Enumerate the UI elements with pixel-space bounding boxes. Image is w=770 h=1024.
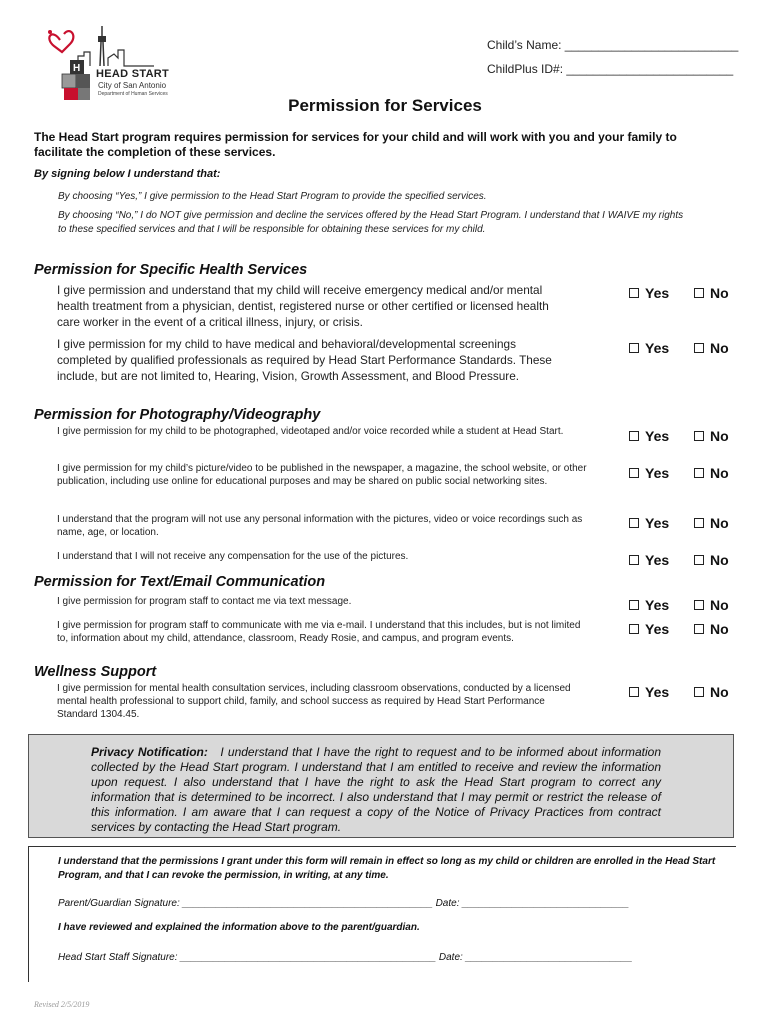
checkbox-icon (694, 555, 704, 565)
health-2-no[interactable]: No (694, 340, 729, 356)
logo-title: HEAD START (96, 68, 170, 80)
checkbox-icon (629, 518, 639, 528)
checkbox-icon (694, 600, 704, 610)
checkbox-icon (694, 468, 704, 478)
photo-item-4: I understand that I will not receive any compensation for the use of the pictures. (57, 551, 409, 562)
head-start-logo (42, 22, 182, 104)
health-1-yes[interactable]: Yes (629, 285, 669, 301)
privacy-body: I understand that I have the right to request and to be informed about information collected by the Head Start program. I understand that I am entitled to receive and review the information upon request. I also understand that I have the right to ask the Head Start program to correct any information that is determined to be incorrect. I also understand that I may permit or restrict the release of this information. I am aware that I can request a copy of the Notice of Privacy Practices from contract services by contacting the Head Start program. (91, 745, 661, 834)
checkbox-icon (629, 343, 639, 353)
text-item-2: I give permission for program staff to communicate with me via e-mail. I understand that this includes, but is not limited to, information about my child, attendance, classroom, Ready Rosie, and campus, and program events. (57, 620, 581, 644)
parent-signature-line[interactable]: Parent/Guardian Signature: _____________________________________________ Date: ______________________________ (58, 898, 630, 909)
text-2-no[interactable]: No (694, 621, 729, 637)
page-title: Permission for Services (288, 96, 482, 115)
checkbox-icon (629, 555, 639, 565)
consent-statement: I understand that the permissions I grant under this form will remain in effect so long as my child or children are enrolled in the Head Start Program, and that I can revoke the permission, in writing, at any time. (58, 856, 716, 881)
checkbox-icon (629, 687, 639, 697)
wellness-1-yes[interactable]: Yes (629, 684, 669, 700)
text-item-1: I give permission for program staff to contact me via text message. (57, 596, 352, 607)
checkbox-icon (694, 518, 704, 528)
section-title-text: Permission for Text/Email Communication (34, 574, 326, 590)
intro-text: The Head Start program requires permission for services for your child and will work with you and your family to facilitate the completion of these services. (34, 130, 677, 159)
checkbox-icon (694, 687, 704, 697)
privacy-notification-box (28, 734, 734, 838)
checkbox-icon (694, 343, 704, 353)
text-1-no[interactable]: No (694, 597, 729, 613)
childplus-id-field[interactable]: ChildPlus ID#: _________________________ (487, 62, 734, 76)
checkbox-icon (694, 288, 704, 298)
logo-city: City of San Antonio (98, 81, 167, 90)
checkbox-icon (629, 288, 639, 298)
photo-4-no[interactable]: No (694, 552, 729, 568)
understand-no-text: By choosing “No,” I do NOT give permission and decline the services offered by the Head Start Program. I understand that I WAIVE my rights to these specified services and that I will be responsible for obtaining these services for my child. (58, 210, 684, 235)
photo-1-no[interactable]: No (694, 428, 729, 444)
section-title-health: Permission for Specific Health Services (34, 262, 308, 278)
privacy-notification (91, 745, 661, 835)
childs-name-field[interactable]: Child’s Name: __________________________ (487, 38, 739, 52)
photo-3-yes[interactable]: Yes (629, 515, 669, 531)
reviewed-statement: I have reviewed and explained the information above to the parent/guardian. (58, 922, 420, 933)
checkbox-icon (629, 431, 639, 441)
photo-3-no[interactable]: No (694, 515, 729, 531)
checkbox-icon (629, 600, 639, 610)
health-1-no[interactable]: No (694, 285, 729, 301)
health-item-1: I give permission and understand that my child will receive emergency medical and/or mental health treatment from a physician, dentist, registered nurse or other certified or licensed health care worker in the event of a critical illness, injury, or crisis. (57, 283, 549, 329)
revised-date: Revised 2/5/2019 (34, 1000, 90, 1009)
signing-heading: By signing below I understand that: (34, 168, 221, 180)
text-2-yes[interactable]: Yes (629, 621, 669, 637)
wellness-1-no[interactable]: No (694, 684, 729, 700)
photo-4-yes[interactable]: Yes (629, 552, 669, 568)
wellness-item-1: I give permission for mental health consultation services, including classroom observations, conducted by a licensed mental health professional to support child, family, and school success as required by Head Start Performance Standard 1304.45. (57, 683, 571, 720)
checkbox-icon (694, 624, 704, 634)
privacy-label: Privacy Notification: (91, 745, 208, 759)
checkbox-icon (629, 624, 639, 634)
understand-yes-text: By choosing “Yes,” I give permission to the Head Start Program to provide the specified services. (58, 191, 487, 202)
health-item-2: I give permission for my child to have medical and behavioral/developmental screenings completed by qualified professionals as required by Head Start Performance Standards. These include, but are not limited to, Hearing, Vision, Growth Assessment, and Blood Pressure. (57, 337, 552, 383)
section-title-photo: Permission for Photography/Videography (34, 407, 321, 423)
section-title-wellness: Wellness Support (34, 664, 157, 680)
photo-item-1: I give permission for my child to be photographed, videotaped and/or voice recorded while a student at Head Start. (57, 426, 564, 437)
staff-signature-line[interactable]: Head Start Staff Signature: ______________________________________________ Date: ______________________________ (58, 952, 633, 963)
photo-1-yes[interactable]: Yes (629, 428, 669, 444)
checkbox-icon (694, 431, 704, 441)
photo-2-yes[interactable]: Yes (629, 465, 669, 481)
photo-2-no[interactable]: No (694, 465, 729, 481)
photo-item-2: I give permission for my child’s picture/video to be published in the newspaper, a magazine, the school website, or other publication, including use online for educational purposes and may be shared on public social networking sites. (57, 463, 587, 487)
photo-item-3: I understand that the program will not use any personal information with the pictures, video or voice recordings such as name, age, or location. (57, 514, 583, 538)
svg-text:H: H (73, 63, 81, 74)
health-2-yes[interactable]: Yes (629, 340, 669, 356)
logo-department: Department of Human Services (98, 91, 168, 97)
text-1-yes[interactable]: Yes (629, 597, 669, 613)
checkbox-icon (629, 468, 639, 478)
